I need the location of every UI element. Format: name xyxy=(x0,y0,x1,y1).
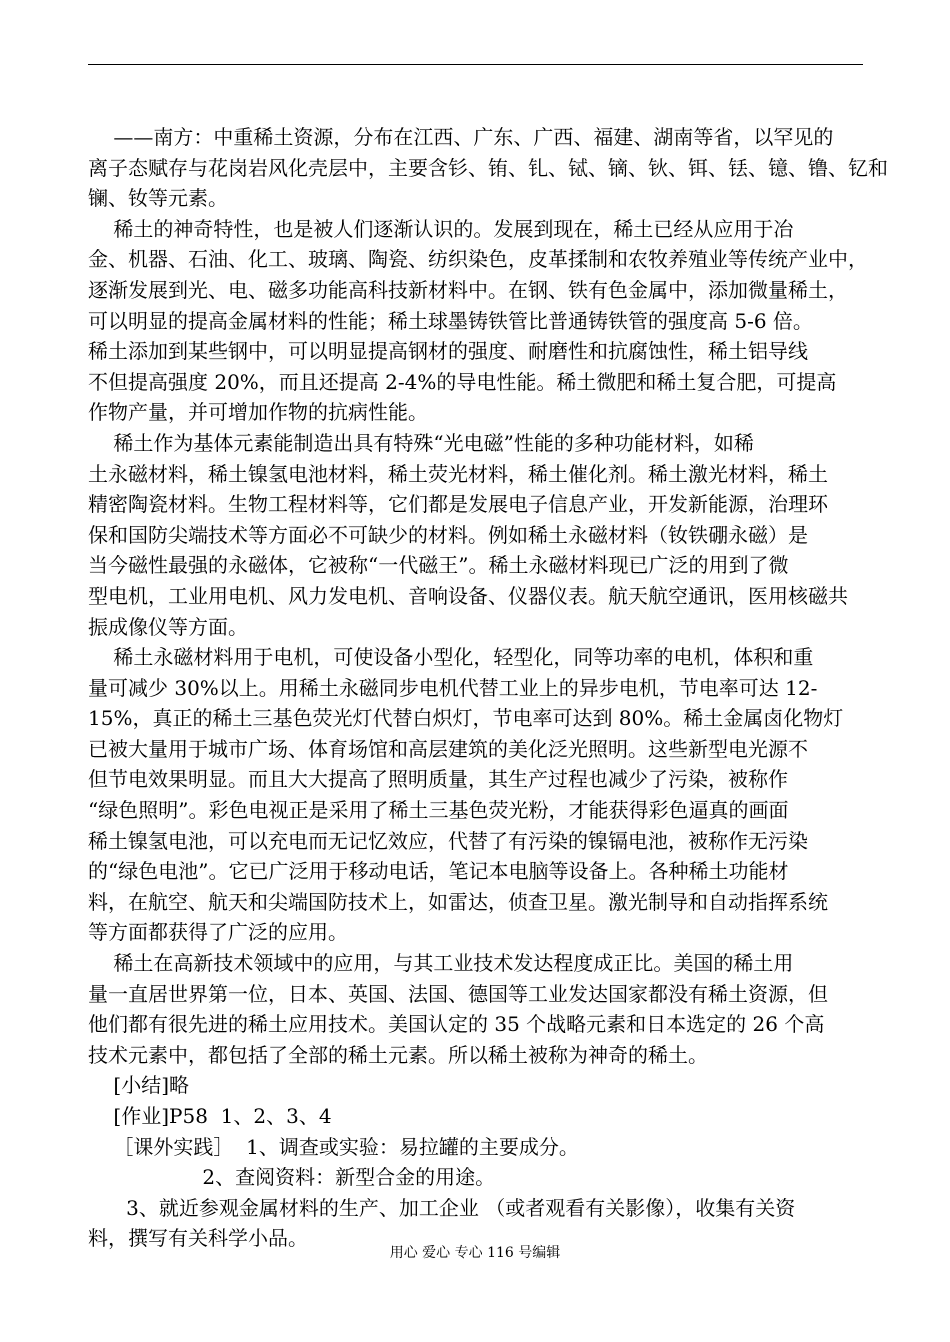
practice-line: 2、查阅资料：新型合金的用途。 xyxy=(88,1165,496,1190)
text-line: 量可减少 30%以上。用稀土永磁同步电机代替工业上的异步电机，节电率可达 12- xyxy=(88,675,818,700)
text-line: 稀土镍氢电池，可以充电而无记忆效应，代替了有污染的镍镉电池，被称作无污染 xyxy=(88,828,808,853)
text-line: 已被大量用于城市广场、体育场馆和高层建筑的美化泛光照明。这些新型电光源不 xyxy=(88,736,808,761)
text-line: ——南方：中重稀土资源，分布在江西、广东、广西、福建、湖南等省，以罕见的 xyxy=(88,125,834,149)
text-line: 技术元素中，都包括了全部的稀土元素。所以稀土被称为神奇的稀土。 xyxy=(88,1042,708,1067)
text-line: 逐渐发展到光、电、磁多功能高科技新材料中。在钢、铁有色金属中，添加微量稀土， xyxy=(88,277,848,302)
text-line: 离子态赋存与花岗岩风化壳层中，主要含钐、铕、钆、铽、镝、钬、铒、铥、镱、镥、钇和 xyxy=(88,155,888,180)
text-line: 稀土在高新技术领域中的应用，与其工业技术发达程度成正比。美国的稀土用 xyxy=(88,951,794,976)
summary-line: [小结]略 xyxy=(88,1073,190,1098)
practice-line: 3、就近参观金属材料的生产、加工企业 （或者观看有关影像），收集有关资 xyxy=(88,1195,796,1220)
text-line: 不但提高强度 20%，而且还提高 2-4%的导电性能。稀土微肥和稀土复合肥，可提高 xyxy=(88,369,837,394)
text-line: 可以明显的提高金属材料的性能；稀土球墨铸铁管比普通铸铁管的强度高 5-6 倍。 xyxy=(88,308,813,333)
text-line: 型电机，工业用电机、风力发电机、音响设备、仪器仪表。航天航空通讯，医用核磁共 xyxy=(88,583,848,608)
text-line: 稀土添加到某些钢中，可以明显提高钢材的强度、耐磨性和抗腐蚀性，稀土铝导线 xyxy=(88,339,808,364)
document-body xyxy=(88,122,888,1254)
text-line: 他们都有很先进的稀土应用技术。美国认定的 35 个战略元素和日本选定的 26 个高 xyxy=(88,1012,825,1037)
text-line: 料，在航空、航天和尖端国防技术上，如雷达，侦查卫星。激光制导和自动指挥系统 xyxy=(88,889,828,914)
text-line: 15%，真正的稀土三基色荧光灯代替白炽灯，节电率可达到 80%。稀土金属卤化物灯 xyxy=(88,706,844,731)
text-line: 但节电效果明显。而且大大提高了照明质量，其生产过程也减少了污染，被称作 xyxy=(88,767,788,792)
text-line: “绿色照明”。彩色电视正是采用了稀土三基色荧光粉，才能获得彩色逼真的画面 xyxy=(88,798,789,823)
practice-line: ［课外实践］ 1、调查或实验：易拉罐的主要成分。 xyxy=(88,1134,579,1159)
text-line: 稀土永磁材料用于电机，可使设备小型化，轻型化，同等功率的电机，体积和重 xyxy=(88,645,814,670)
header-rule xyxy=(88,64,863,65)
text-line: 保和国防尖端技术等方面必不可缺少的材料。例如稀土永磁材料（钕铁硼永磁）是 xyxy=(88,522,808,547)
text-line: 的“绿色电池”。它已广泛用于移动电话，笔记本电脑等设备上。各种稀土功能材 xyxy=(88,859,789,884)
text-line: 土永磁材料，稀土镍氢电池材料，稀土荧光材料，稀土催化剂。稀土激光材料，稀土 xyxy=(88,461,828,486)
homework-line: [作业]P58 1、2、3、4 xyxy=(88,1104,332,1128)
text-line: 金、机器、石油、化工、玻璃、陶瓷、纺织染色，皮革揉制和农牧养殖业等传统产业中， xyxy=(88,247,868,272)
text-line: 料，撰写有关科学小品。 xyxy=(88,1226,308,1251)
text-line: 作物产量，并可增加作物的抗病性能。 xyxy=(88,400,428,425)
page-footer: 用心 爱心 专心 116 号编辑 xyxy=(389,1245,561,1261)
text-line: 量一直居世界第一位，日本、英国、法国、德国等工业发达国家都没有稀土资源，但 xyxy=(88,981,828,1006)
text-line: 等方面都获得了广泛的应用。 xyxy=(88,920,348,945)
text-line: 镧、钕等元素。 xyxy=(88,186,228,211)
text-line: 稀土作为基体元素能制造出具有特殊“光电磁”性能的多种功能材料，如稀 xyxy=(88,430,754,455)
text-line: 稀土的神奇特性，也是被人们逐渐认识的。发展到现在，稀土已经从应用于冶 xyxy=(88,216,794,241)
text-line: 精密陶瓷材料。生物工程材料等，它们都是发展电子信息产业，开发新能源，治理环 xyxy=(88,492,828,517)
text-line: 当今磁性最强的永磁体，它被称“一代磁王”。稀土永磁材料现已广泛的用到了微 xyxy=(88,553,789,578)
text-line: 振成像仪等方面。 xyxy=(88,614,248,639)
